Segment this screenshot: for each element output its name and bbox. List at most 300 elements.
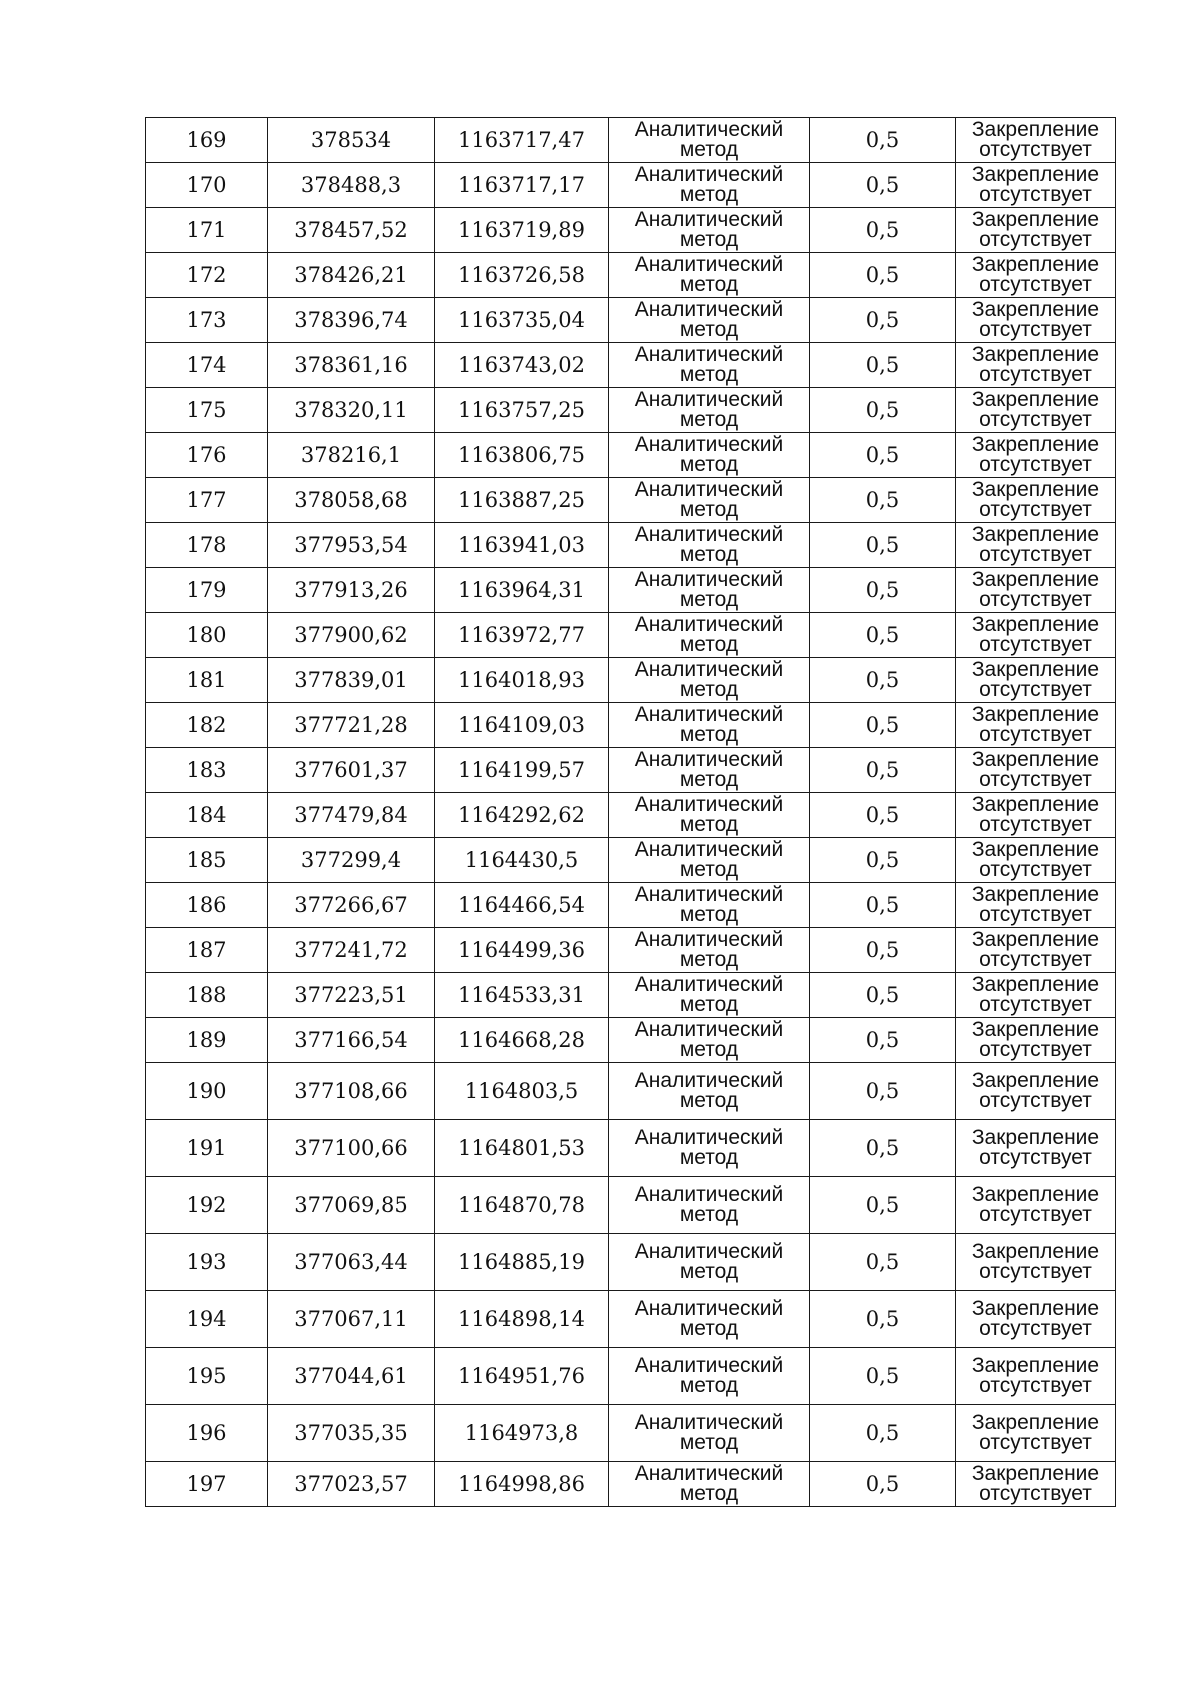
fixation-line-2: отсутствует [979, 1089, 1092, 1112]
method-line-2: метод [679, 768, 739, 791]
precision-cell: 0,5 [810, 1234, 956, 1291]
fixation-cell [956, 298, 1116, 343]
point-number-cell: 177 [146, 478, 268, 523]
method-line-1: Аналитический [634, 1297, 784, 1320]
x-coordinate-cell: 377035,35 [268, 1405, 435, 1462]
fixation-line-2: отсутствует [979, 543, 1092, 566]
method-cell [609, 928, 810, 973]
method-line-1: Аналитический [634, 343, 784, 366]
fixation-line-1: Закрепление [971, 793, 1100, 816]
table-row [146, 523, 1116, 568]
method-line-1: Аналитический [634, 253, 784, 276]
method-line-2: метод [679, 633, 739, 656]
fixation-cell [956, 748, 1116, 793]
method-cell [609, 1462, 810, 1507]
fixation-line-2: отсутствует [979, 948, 1092, 971]
table-row [146, 613, 1116, 658]
fixation-line-1: Закрепление [971, 658, 1100, 681]
fixation-line-2: отсутствует [979, 633, 1092, 656]
method-line-2: метод [679, 183, 739, 206]
fixation-cell [956, 613, 1116, 658]
fixation-line-2: отсутствует [979, 138, 1092, 161]
x-coordinate-cell: 377953,54 [268, 523, 435, 568]
coordinates-table [145, 117, 1116, 1507]
y-coordinate-cell: 1164430,5 [435, 838, 609, 883]
precision-cell: 0,5 [810, 973, 956, 1018]
fixation-line-1: Закрепление [971, 1126, 1100, 1149]
fixation-cell [956, 1234, 1116, 1291]
table-row [146, 703, 1116, 748]
fixation-line-2: отсутствует [979, 408, 1092, 431]
x-coordinate-cell: 377601,37 [268, 748, 435, 793]
fixation-line-2: отсутствует [979, 858, 1092, 881]
fixation-line-1: Закрепление [971, 568, 1100, 591]
fixation-line-2: отсутствует [979, 1203, 1092, 1226]
y-coordinate-cell: 1163717,17 [435, 163, 609, 208]
method-cell [609, 1405, 810, 1462]
x-coordinate-cell: 378488,3 [268, 163, 435, 208]
method-line-1: Аналитический [634, 433, 784, 456]
fixation-cell [956, 568, 1116, 613]
fixation-cell [956, 1120, 1116, 1177]
fixation-line-1: Закрепление [971, 1354, 1100, 1377]
x-coordinate-cell: 377223,51 [268, 973, 435, 1018]
method-line-2: метод [679, 138, 739, 161]
y-coordinate-cell: 1164951,76 [435, 1348, 609, 1405]
point-number-cell: 187 [146, 928, 268, 973]
fixation-line-2: отсутствует [979, 273, 1092, 296]
method-line-2: метод [679, 408, 739, 431]
fixation-line-1: Закрепление [971, 388, 1100, 411]
table-row [146, 1234, 1116, 1291]
method-cell [609, 973, 810, 1018]
y-coordinate-cell: 1163964,31 [435, 568, 609, 613]
method-cell [609, 1348, 810, 1405]
method-cell [609, 253, 810, 298]
fixation-line-2: отсутствует [979, 318, 1092, 341]
method-line-2: метод [679, 228, 739, 251]
point-number-cell: 180 [146, 613, 268, 658]
method-line-2: метод [679, 453, 739, 476]
x-coordinate-cell: 377044,61 [268, 1348, 435, 1405]
fixation-cell [956, 703, 1116, 748]
method-line-2: метод [679, 1089, 739, 1112]
method-cell [609, 298, 810, 343]
fixation-cell [956, 973, 1116, 1018]
fixation-cell [956, 838, 1116, 883]
precision-cell: 0,5 [810, 1177, 956, 1234]
fixation-cell [956, 1018, 1116, 1063]
method-cell [609, 748, 810, 793]
fixation-line-2: отсутствует [979, 1146, 1092, 1169]
fixation-cell [956, 388, 1116, 433]
fixation-line-2: отсутствует [979, 498, 1092, 521]
fixation-cell [956, 1063, 1116, 1120]
y-coordinate-cell: 1163743,02 [435, 343, 609, 388]
y-coordinate-cell: 1163806,75 [435, 433, 609, 478]
method-line-1: Аналитический [634, 1411, 784, 1434]
method-cell [609, 1234, 810, 1291]
x-coordinate-cell: 377166,54 [268, 1018, 435, 1063]
table-row [146, 298, 1116, 343]
method-line-2: метод [679, 813, 739, 836]
method-line-2: метод [679, 363, 739, 386]
y-coordinate-cell: 1163887,25 [435, 478, 609, 523]
method-cell [609, 163, 810, 208]
point-number-cell: 197 [146, 1462, 268, 1507]
precision-cell: 0,5 [810, 433, 956, 478]
point-number-cell: 174 [146, 343, 268, 388]
precision-cell: 0,5 [810, 208, 956, 253]
fixation-line-2: отсутствует [979, 1374, 1092, 1397]
fixation-line-2: отсутствует [979, 678, 1092, 701]
method-line-1: Аналитический [634, 703, 784, 726]
y-coordinate-cell: 1164885,19 [435, 1234, 609, 1291]
fixation-cell [956, 1177, 1116, 1234]
fixation-line-1: Закрепление [971, 343, 1100, 366]
table-row [146, 1405, 1116, 1462]
method-cell [609, 1291, 810, 1348]
method-cell [609, 433, 810, 478]
fixation-line-1: Закрепление [971, 613, 1100, 636]
method-cell [609, 703, 810, 748]
precision-cell: 0,5 [810, 1405, 956, 1462]
point-number-cell: 176 [146, 433, 268, 478]
method-line-2: метод [679, 543, 739, 566]
method-line-2: метод [679, 993, 739, 1016]
x-coordinate-cell: 377479,84 [268, 793, 435, 838]
x-coordinate-cell: 378320,11 [268, 388, 435, 433]
precision-cell: 0,5 [810, 1018, 956, 1063]
x-coordinate-cell: 378457,52 [268, 208, 435, 253]
fixation-line-2: отсутствует [979, 903, 1092, 926]
x-coordinate-cell: 377067,11 [268, 1291, 435, 1348]
point-number-cell: 186 [146, 883, 268, 928]
y-coordinate-cell: 1164499,36 [435, 928, 609, 973]
y-coordinate-cell: 1164466,54 [435, 883, 609, 928]
fixation-line-1: Закрепление [971, 883, 1100, 906]
table-row [146, 253, 1116, 298]
table-row [146, 883, 1116, 928]
table-row [146, 478, 1116, 523]
fixation-line-2: отсутствует [979, 1038, 1092, 1061]
method-cell [609, 1063, 810, 1120]
coordinates-table-body [146, 118, 1116, 1507]
table-row [146, 1462, 1116, 1507]
method-line-2: метод [679, 948, 739, 971]
fixation-line-1: Закрепление [971, 838, 1100, 861]
method-line-2: метод [679, 1431, 739, 1454]
method-line-1: Аналитический [634, 658, 784, 681]
point-number-cell: 183 [146, 748, 268, 793]
x-coordinate-cell: 377913,26 [268, 568, 435, 613]
method-line-2: метод [679, 273, 739, 296]
fixation-line-1: Закрепление [971, 208, 1100, 231]
y-coordinate-cell: 1164898,14 [435, 1291, 609, 1348]
x-coordinate-cell: 377721,28 [268, 703, 435, 748]
fixation-line-1: Закрепление [971, 1297, 1100, 1320]
method-cell [609, 1018, 810, 1063]
y-coordinate-cell: 1164292,62 [435, 793, 609, 838]
precision-cell: 0,5 [810, 1462, 956, 1507]
fixation-cell [956, 433, 1116, 478]
y-coordinate-cell: 1164109,03 [435, 703, 609, 748]
method-line-1: Аналитический [634, 388, 784, 411]
table-row [146, 208, 1116, 253]
method-line-2: метод [679, 498, 739, 521]
method-line-1: Аналитический [634, 1462, 784, 1485]
y-coordinate-cell: 1163719,89 [435, 208, 609, 253]
method-line-2: метод [679, 723, 739, 746]
fixation-line-2: отсутствует [979, 993, 1092, 1016]
fixation-line-2: отсутствует [979, 768, 1092, 791]
method-line-2: метод [679, 1038, 739, 1061]
precision-cell: 0,5 [810, 1120, 956, 1177]
y-coordinate-cell: 1164668,28 [435, 1018, 609, 1063]
fixation-line-1: Закрепление [971, 928, 1100, 951]
method-line-2: метод [679, 1482, 739, 1505]
table-row [146, 973, 1116, 1018]
y-coordinate-cell: 1164973,8 [435, 1405, 609, 1462]
method-line-1: Аналитический [634, 1126, 784, 1149]
fixation-cell [956, 658, 1116, 703]
precision-cell: 0,5 [810, 118, 956, 163]
method-cell [609, 478, 810, 523]
fixation-line-1: Закрепление [971, 298, 1100, 321]
point-number-cell: 169 [146, 118, 268, 163]
method-cell [609, 793, 810, 838]
point-number-cell: 178 [146, 523, 268, 568]
fixation-cell [956, 478, 1116, 523]
point-number-cell: 192 [146, 1177, 268, 1234]
method-line-2: метод [679, 1317, 739, 1340]
x-coordinate-cell: 378396,74 [268, 298, 435, 343]
method-cell [609, 388, 810, 433]
fixation-cell [956, 253, 1116, 298]
method-cell [609, 838, 810, 883]
precision-cell: 0,5 [810, 523, 956, 568]
point-number-cell: 184 [146, 793, 268, 838]
precision-cell: 0,5 [810, 253, 956, 298]
method-line-1: Аналитический [634, 523, 784, 546]
method-line-2: метод [679, 903, 739, 926]
y-coordinate-cell: 1164533,31 [435, 973, 609, 1018]
fixation-line-2: отсутствует [979, 183, 1092, 206]
method-line-1: Аналитический [634, 793, 784, 816]
x-coordinate-cell: 377069,85 [268, 1177, 435, 1234]
y-coordinate-cell: 1164801,53 [435, 1120, 609, 1177]
x-coordinate-cell: 378534 [268, 118, 435, 163]
method-line-1: Аналитический [634, 1018, 784, 1041]
point-number-cell: 196 [146, 1405, 268, 1462]
method-cell [609, 568, 810, 613]
method-line-2: метод [679, 678, 739, 701]
precision-cell: 0,5 [810, 748, 956, 793]
method-line-1: Аналитический [634, 208, 784, 231]
table-row [146, 163, 1116, 208]
method-line-1: Аналитический [634, 748, 784, 771]
x-coordinate-cell: 377063,44 [268, 1234, 435, 1291]
x-coordinate-cell: 377100,66 [268, 1120, 435, 1177]
precision-cell: 0,5 [810, 478, 956, 523]
point-number-cell: 170 [146, 163, 268, 208]
method-cell [609, 118, 810, 163]
fixation-line-1: Закрепление [971, 1183, 1100, 1206]
point-number-cell: 189 [146, 1018, 268, 1063]
fixation-cell [956, 793, 1116, 838]
y-coordinate-cell: 1164199,57 [435, 748, 609, 793]
fixation-cell [956, 1405, 1116, 1462]
x-coordinate-cell: 377299,4 [268, 838, 435, 883]
x-coordinate-cell: 377839,01 [268, 658, 435, 703]
fixation-line-1: Закрепление [971, 253, 1100, 276]
precision-cell: 0,5 [810, 388, 956, 433]
fixation-line-1: Закрепление [971, 748, 1100, 771]
method-cell [609, 523, 810, 568]
table-row [146, 388, 1116, 433]
fixation-cell [956, 1291, 1116, 1348]
x-coordinate-cell: 377108,66 [268, 1063, 435, 1120]
table-row [146, 1120, 1116, 1177]
point-number-cell: 181 [146, 658, 268, 703]
point-number-cell: 195 [146, 1348, 268, 1405]
method-line-1: Аналитический [634, 1183, 784, 1206]
fixation-cell [956, 208, 1116, 253]
precision-cell: 0,5 [810, 298, 956, 343]
point-number-cell: 190 [146, 1063, 268, 1120]
fixation-line-1: Закрепление [971, 433, 1100, 456]
table-row [146, 748, 1116, 793]
point-number-cell: 172 [146, 253, 268, 298]
method-line-2: метод [679, 1260, 739, 1283]
fixation-line-1: Закрепление [971, 523, 1100, 546]
point-number-cell: 194 [146, 1291, 268, 1348]
point-number-cell: 188 [146, 973, 268, 1018]
fixation-cell [956, 343, 1116, 388]
fixation-cell [956, 523, 1116, 568]
point-number-cell: 179 [146, 568, 268, 613]
fixation-cell [956, 118, 1116, 163]
precision-cell: 0,5 [810, 1291, 956, 1348]
fixation-line-1: Закрепление [971, 478, 1100, 501]
precision-cell: 0,5 [810, 658, 956, 703]
fixation-line-1: Закрепление [971, 1462, 1100, 1485]
fixation-line-2: отсутствует [979, 363, 1092, 386]
table-row [146, 658, 1116, 703]
table-row [146, 793, 1116, 838]
fixation-line-2: отсутствует [979, 723, 1092, 746]
y-coordinate-cell: 1163757,25 [435, 388, 609, 433]
table-row [146, 928, 1116, 973]
fixation-line-1: Закрепление [971, 1069, 1100, 1092]
precision-cell: 0,5 [810, 793, 956, 838]
point-number-cell: 191 [146, 1120, 268, 1177]
method-line-1: Аналитический [634, 163, 784, 186]
precision-cell: 0,5 [810, 838, 956, 883]
point-number-cell: 175 [146, 388, 268, 433]
method-line-1: Аналитический [634, 298, 784, 321]
fixation-cell [956, 928, 1116, 973]
method-line-2: метод [679, 1146, 739, 1169]
table-row [146, 433, 1116, 478]
fixation-line-2: отсутствует [979, 228, 1092, 251]
y-coordinate-cell: 1163941,03 [435, 523, 609, 568]
point-number-cell: 171 [146, 208, 268, 253]
x-coordinate-cell: 378361,16 [268, 343, 435, 388]
point-number-cell: 182 [146, 703, 268, 748]
method-line-1: Аналитический [634, 838, 784, 861]
fixation-line-2: отсутствует [979, 1317, 1092, 1340]
y-coordinate-cell: 1163726,58 [435, 253, 609, 298]
method-line-1: Аналитический [634, 973, 784, 996]
fixation-cell [956, 163, 1116, 208]
precision-cell: 0,5 [810, 1063, 956, 1120]
precision-cell: 0,5 [810, 703, 956, 748]
x-coordinate-cell: 377266,67 [268, 883, 435, 928]
fixation-line-1: Закрепление [971, 703, 1100, 726]
fixation-line-1: Закрепление [971, 973, 1100, 996]
y-coordinate-cell: 1163717,47 [435, 118, 609, 163]
point-number-cell: 193 [146, 1234, 268, 1291]
method-line-1: Аналитический [634, 883, 784, 906]
fixation-line-2: отсутствует [979, 453, 1092, 476]
point-number-cell: 185 [146, 838, 268, 883]
method-cell [609, 883, 810, 928]
precision-cell: 0,5 [810, 613, 956, 658]
method-cell [609, 1120, 810, 1177]
x-coordinate-cell: 378426,21 [268, 253, 435, 298]
precision-cell: 0,5 [810, 883, 956, 928]
method-cell [609, 343, 810, 388]
y-coordinate-cell: 1163735,04 [435, 298, 609, 343]
table-row [146, 118, 1116, 163]
method-line-1: Аналитический [634, 118, 784, 141]
method-line-2: метод [679, 858, 739, 881]
fixation-line-2: отсутствует [979, 1260, 1092, 1283]
method-line-1: Аналитический [634, 1354, 784, 1377]
fixation-line-1: Закрепление [971, 163, 1100, 186]
y-coordinate-cell: 1164870,78 [435, 1177, 609, 1234]
fixation-cell [956, 1348, 1116, 1405]
fixation-cell [956, 883, 1116, 928]
fixation-line-1: Закрепление [971, 1411, 1100, 1434]
x-coordinate-cell: 378216,1 [268, 433, 435, 478]
method-cell [609, 208, 810, 253]
fixation-line-2: отсутствует [979, 588, 1092, 611]
precision-cell: 0,5 [810, 163, 956, 208]
method-line-2: метод [679, 588, 739, 611]
method-line-2: метод [679, 318, 739, 341]
table-row [146, 838, 1116, 883]
table-row [146, 1291, 1116, 1348]
fixation-line-2: отсутствует [979, 1482, 1092, 1505]
table-row [146, 1063, 1116, 1120]
method-line-1: Аналитический [634, 1240, 784, 1263]
method-line-1: Аналитический [634, 1069, 784, 1092]
x-coordinate-cell: 377023,57 [268, 1462, 435, 1507]
table-row [146, 568, 1116, 613]
method-line-1: Аналитический [634, 568, 784, 591]
method-line-1: Аналитический [634, 478, 784, 501]
table-row [146, 1018, 1116, 1063]
precision-cell: 0,5 [810, 343, 956, 388]
y-coordinate-cell: 1164803,5 [435, 1063, 609, 1120]
method-cell [609, 1177, 810, 1234]
y-coordinate-cell: 1163972,77 [435, 613, 609, 658]
fixation-line-1: Закрепление [971, 1240, 1100, 1263]
precision-cell: 0,5 [810, 568, 956, 613]
table-row [146, 1177, 1116, 1234]
